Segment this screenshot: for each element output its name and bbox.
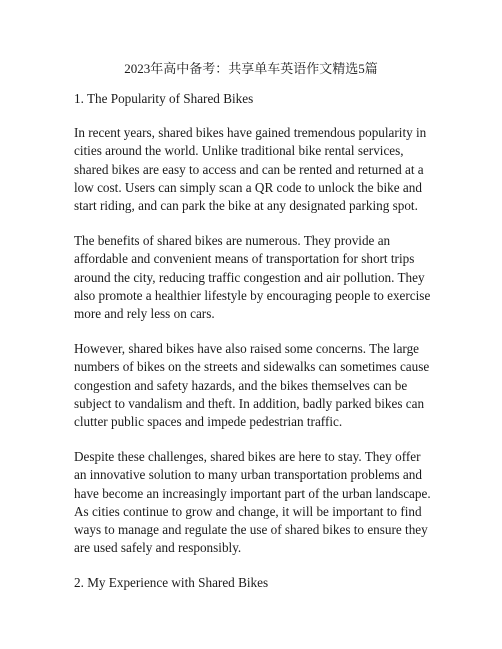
paragraph-2: The benefits of shared bikes are numerous. They provide an affordable and convenient means of transportation for short trips around the city, reducing traffic congestion and air pollution. They also promote a healthier lifestyle by encouraging people to exercise more and rely less on cars.: [74, 233, 431, 322]
section-2-heading: 2. My Experience with Shared Bikes: [74, 575, 269, 591]
paragraph-3: However, shared bikes have also raised some concerns. The large numbers of bikes on the streets and sidewalks can sometimes cause congestion and safety hazards, and the bikes themselves can be subject to vandalism and theft. In addition, badly parked bikes can clutter public spaces and impede pedestrian traffic.: [74, 341, 430, 430]
document-title: 2023年高中备考：共享单车英语作文精选5篇: [124, 61, 378, 76]
section-1-heading: 1. The Popularity of Shared Bikes: [74, 91, 254, 106]
paragraph-1: In recent years, shared bikes have gained tremendous popularity in cities around the world. Unlike traditional bike rental services, shared bikes are easy to access and can be rented and returned at a low cost. Users can simply scan a QR code to unlock the bike and start riding, and can park the bike at any designated parking spot.: [74, 125, 427, 214]
document-body: [74, 90, 434, 593]
paragraph-4: Despite these challenges, shared bikes are here to stay. They offer an innovative solution to many urban transportation problems and have become an increasingly important part of the urban landscape. As cities continue to grow and change, it will be important to find ways to manage and regulate the use of shared bikes to ensure they are used safely and responsibly.: [74, 449, 431, 556]
